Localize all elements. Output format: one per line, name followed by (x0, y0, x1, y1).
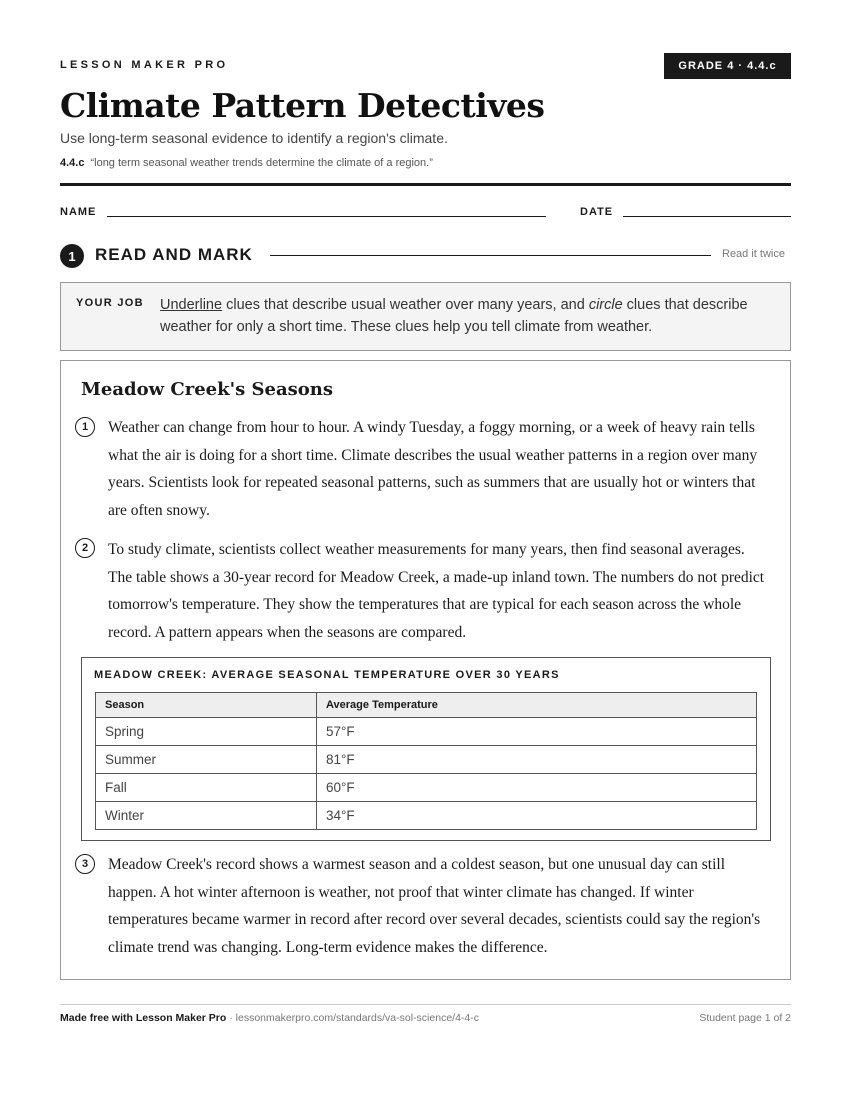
column-header-season: Season (96, 693, 317, 718)
paragraph-3: Meadow Creek's record shows a warmest season and a coldest season, but one unusual day can still happen. A hot winter afternoon is weather, not proof that winter climate has changed. If winter temperatures became warmer in record after record over several decades, scientists could say the region's climate trend was changing. Long-term evidence makes the difference. (108, 856, 761, 956)
date-label: DATE (580, 206, 614, 218)
temperature-cell: 60°F (317, 774, 757, 802)
table-row (96, 774, 757, 802)
season-cell: Fall (96, 774, 317, 802)
page-title: Climate Pattern Detectives (60, 86, 545, 125)
name-label: NAME (60, 206, 97, 218)
temperature-cell: 81°F (317, 746, 757, 774)
temperature-table (95, 692, 757, 830)
season-cell: Summer (96, 746, 317, 774)
job-instructions-box (60, 282, 791, 351)
paragraph-number-2: 2 (75, 538, 95, 558)
footer-url[interactable]: lessonmakerpro.com/standards/va-sol-science/4-4-c (235, 1012, 480, 1024)
standard-text: “long term seasonal weather trends determine the climate of a region.” (90, 157, 433, 169)
footer-separator: · (226, 1012, 236, 1024)
footer-divider (60, 1004, 791, 1005)
header-divider (60, 183, 791, 186)
paragraph-1: Weather can change from hour to hour. A windy Tuesday, a foggy morning, or a week of heavy rain tells what the air is doing for a short time. Climate describes the usual weather patterns in a region over many years. Scientists look for repeated seasonal patterns, such as summers that are usually hot or winters that are often snowy. (108, 419, 758, 519)
brand-name: LESSON MAKER PRO (60, 59, 229, 71)
column-header-temperature: Average Temperature (317, 693, 757, 718)
season-cell: Spring (96, 718, 317, 746)
table-row (96, 746, 757, 774)
reading-title: Meadow Creek's Seasons (81, 379, 333, 400)
standard-code: 4.4.c (60, 157, 85, 169)
job-text-part-2: clues that describe weather for only a short time. These clues help you tell climate from weather. (160, 297, 748, 335)
table-row (96, 802, 757, 830)
footer-made-with: Made free with Lesson Maker Pro (60, 1012, 227, 1024)
job-label: YOUR JOB (76, 297, 144, 309)
section-divider (270, 255, 711, 256)
underline-word: Underline (160, 297, 223, 313)
footer-credit (60, 1012, 479, 1024)
section-title: READ AND MARK (95, 245, 253, 264)
footer-page-number: Student page 1 of 2 (699, 1012, 791, 1024)
name-field[interactable] (107, 216, 546, 217)
paragraph-2: To study climate, scientists collect weather measurements for many years, then find seasonal averages. The table shows a 30-year record for Meadow Creek, a made-up inland town. The numbers do not predict tomorrow's temperature. They show the temperatures that are typical for each season across the whole record. A pattern appears when the seasons are compared. (108, 541, 765, 641)
paragraph-number-3: 3 (75, 854, 95, 874)
table-header-row (96, 693, 757, 718)
standard-reference (60, 157, 433, 169)
date-field[interactable] (623, 216, 791, 217)
table-row (96, 718, 757, 746)
temperature-cell: 34°F (317, 802, 757, 830)
section-note: Read it twice (722, 248, 785, 260)
job-text-part-1: clues that describe usual weather over many years, and (222, 297, 589, 313)
season-cell: Winter (96, 802, 317, 830)
circle-word: circle (588, 297, 623, 313)
job-instructions (160, 294, 770, 338)
reading-passage (60, 360, 791, 980)
temperature-table-panel (81, 657, 771, 841)
page-subtitle: Use long-term seasonal evidence to identify a region's climate. (60, 130, 448, 146)
section-number-badge: 1 (60, 244, 84, 268)
grade-badge: GRADE 4 · 4.4.c (664, 53, 791, 79)
table-caption: MEADOW CREEK: AVERAGE SEASONAL TEMPERATURE OVER 30 YEARS (94, 669, 560, 681)
temperature-cell: 57°F (317, 718, 757, 746)
paragraph-number-1: 1 (75, 417, 95, 437)
